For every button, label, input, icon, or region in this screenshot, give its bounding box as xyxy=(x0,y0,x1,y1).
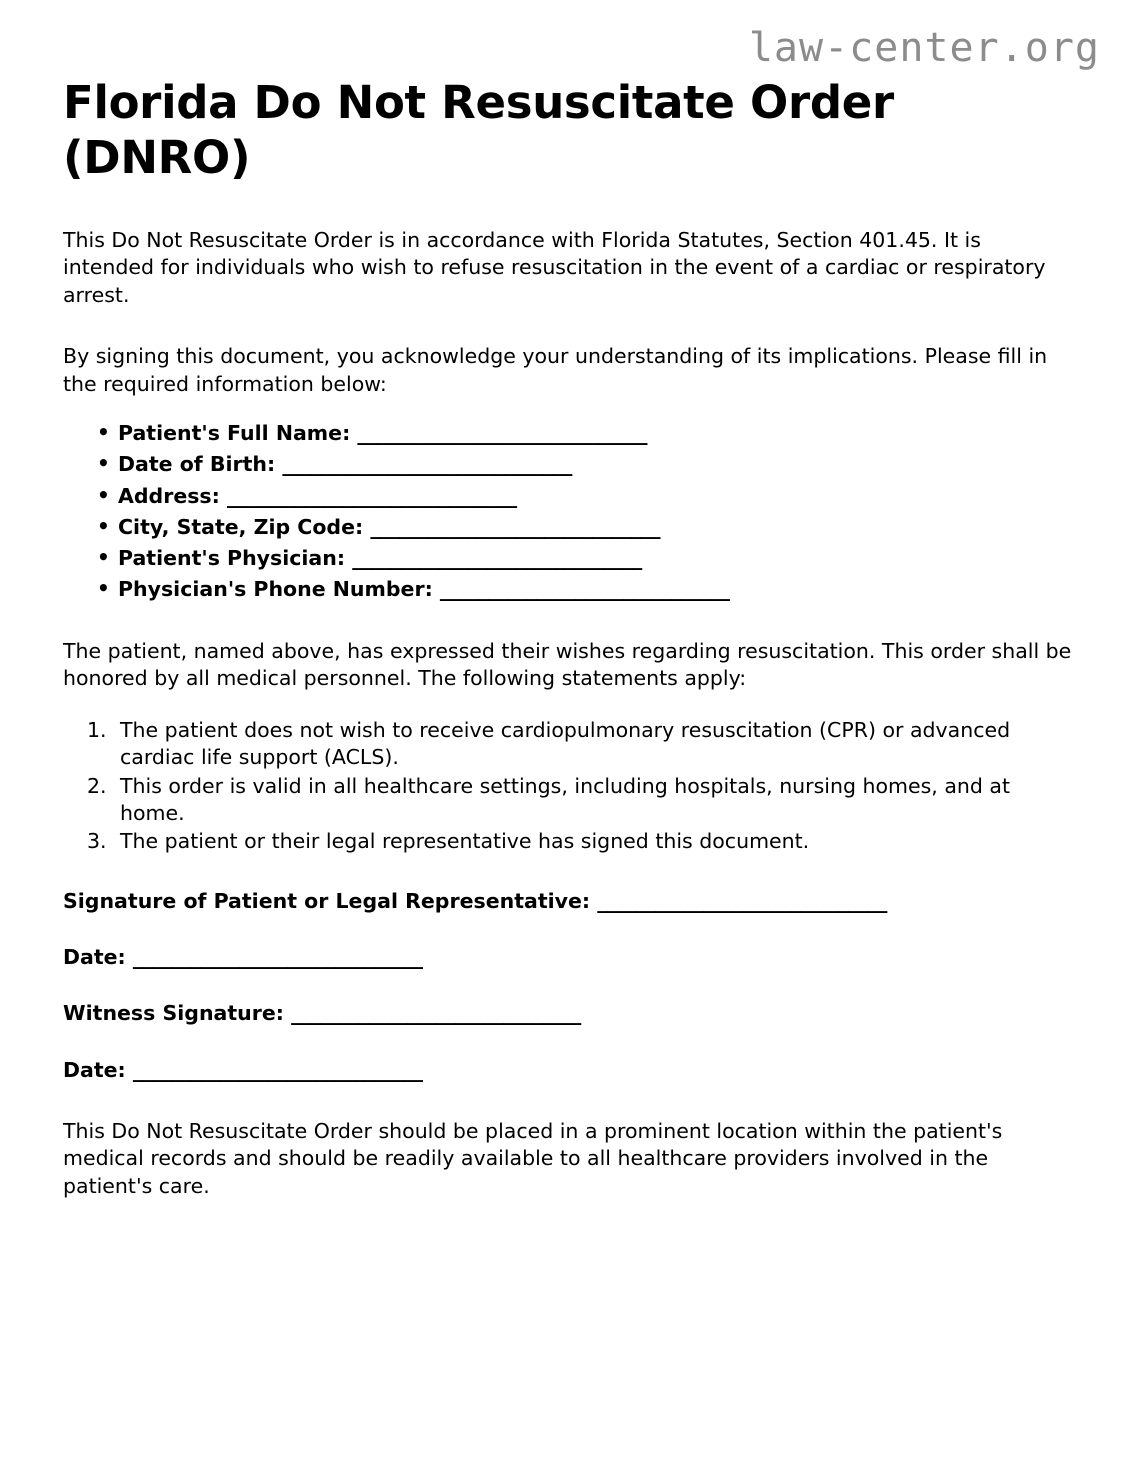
field-label: Physician's Phone Number: xyxy=(118,577,433,602)
document-content xyxy=(63,76,1073,1200)
field-label: Patient's Physician: xyxy=(118,546,346,571)
list-item-statement: This order is valid in all healthcare settings, including hospitals, nursing homes, and at home. xyxy=(120,773,1011,825)
signature-patient-line xyxy=(63,888,1073,915)
signature-witness-blank[interactable]: ______________________________ xyxy=(291,1001,581,1026)
field-blank[interactable]: ______________________________ xyxy=(282,452,572,477)
page-title: Florida Do Not Resuscitate Order (DNRO) xyxy=(63,76,894,184)
signature-patient-date-blank[interactable]: ______________________________ xyxy=(132,945,423,970)
closing-paragraph: This Do Not Resuscitate Order should be placed in a prominent location within the patient's medical records and should be readily available to all healthcare providers involved in the patient's care. xyxy=(63,1118,1003,1198)
field-label: Address: xyxy=(118,483,220,508)
list-item-field xyxy=(118,545,1073,572)
statements-list xyxy=(63,717,1073,856)
list-item-field xyxy=(118,420,1073,447)
field-label: Date of Birth: xyxy=(118,452,276,477)
signature-patient-label: Signature of Patient or Legal Representative: xyxy=(63,888,591,913)
intro-paragraph: This Do Not Resuscitate Order is in accordance with Florida Statutes, Section 401.45. It is intended for individuals who wish to refuse resuscitation in the event of a cardiac or respiratory arrest. xyxy=(63,227,1046,307)
field-blank[interactable]: ______________________________ xyxy=(370,514,660,539)
instruction-paragraph: By signing this document, you acknowledge your understanding of its implications. Please fill in the required information below: xyxy=(63,344,1048,396)
signature-patient-date-label: Date: xyxy=(63,945,126,970)
signature-patient-date-line xyxy=(63,944,1073,971)
field-blank[interactable]: ______________________________ xyxy=(352,546,642,571)
field-blank[interactable]: ______________________________ xyxy=(226,483,517,508)
list-item-field xyxy=(118,451,1073,478)
list-item-statement: The patient or their legal representative has signed this document. xyxy=(120,829,810,854)
field-label: Patient's Full Name: xyxy=(118,421,351,446)
signature-witness-label: Witness Signature: xyxy=(63,1001,284,1026)
signature-witness-date-label: Date: xyxy=(63,1057,126,1082)
patient-fields-list xyxy=(63,420,1073,604)
list-item-field xyxy=(118,576,1073,603)
signature-witness-line xyxy=(63,1000,1073,1027)
signature-witness-date-line xyxy=(63,1057,1073,1084)
signature-patient-blank[interactable]: ______________________________ xyxy=(597,888,887,913)
field-blank[interactable]: ______________________________ xyxy=(357,421,647,446)
list-item-field xyxy=(118,514,1073,541)
signature-witness-date-blank[interactable]: ______________________________ xyxy=(132,1057,423,1082)
field-blank[interactable]: ______________________________ xyxy=(439,577,730,602)
field-label: City, State, Zip Code: xyxy=(118,514,364,539)
list-item-statement: The patient does not wish to receive cardiopulmonary resuscitation (CPR) or advanced cardiac life support (ACLS). xyxy=(120,717,1011,770)
list-item-field xyxy=(118,483,1073,510)
wishes-paragraph: The patient, named above, has expressed their wishes regarding resuscitation. This order shall be honored by all medical personnel. The following statements apply: xyxy=(63,638,1072,691)
site-watermark: law-center.org xyxy=(748,25,1100,71)
